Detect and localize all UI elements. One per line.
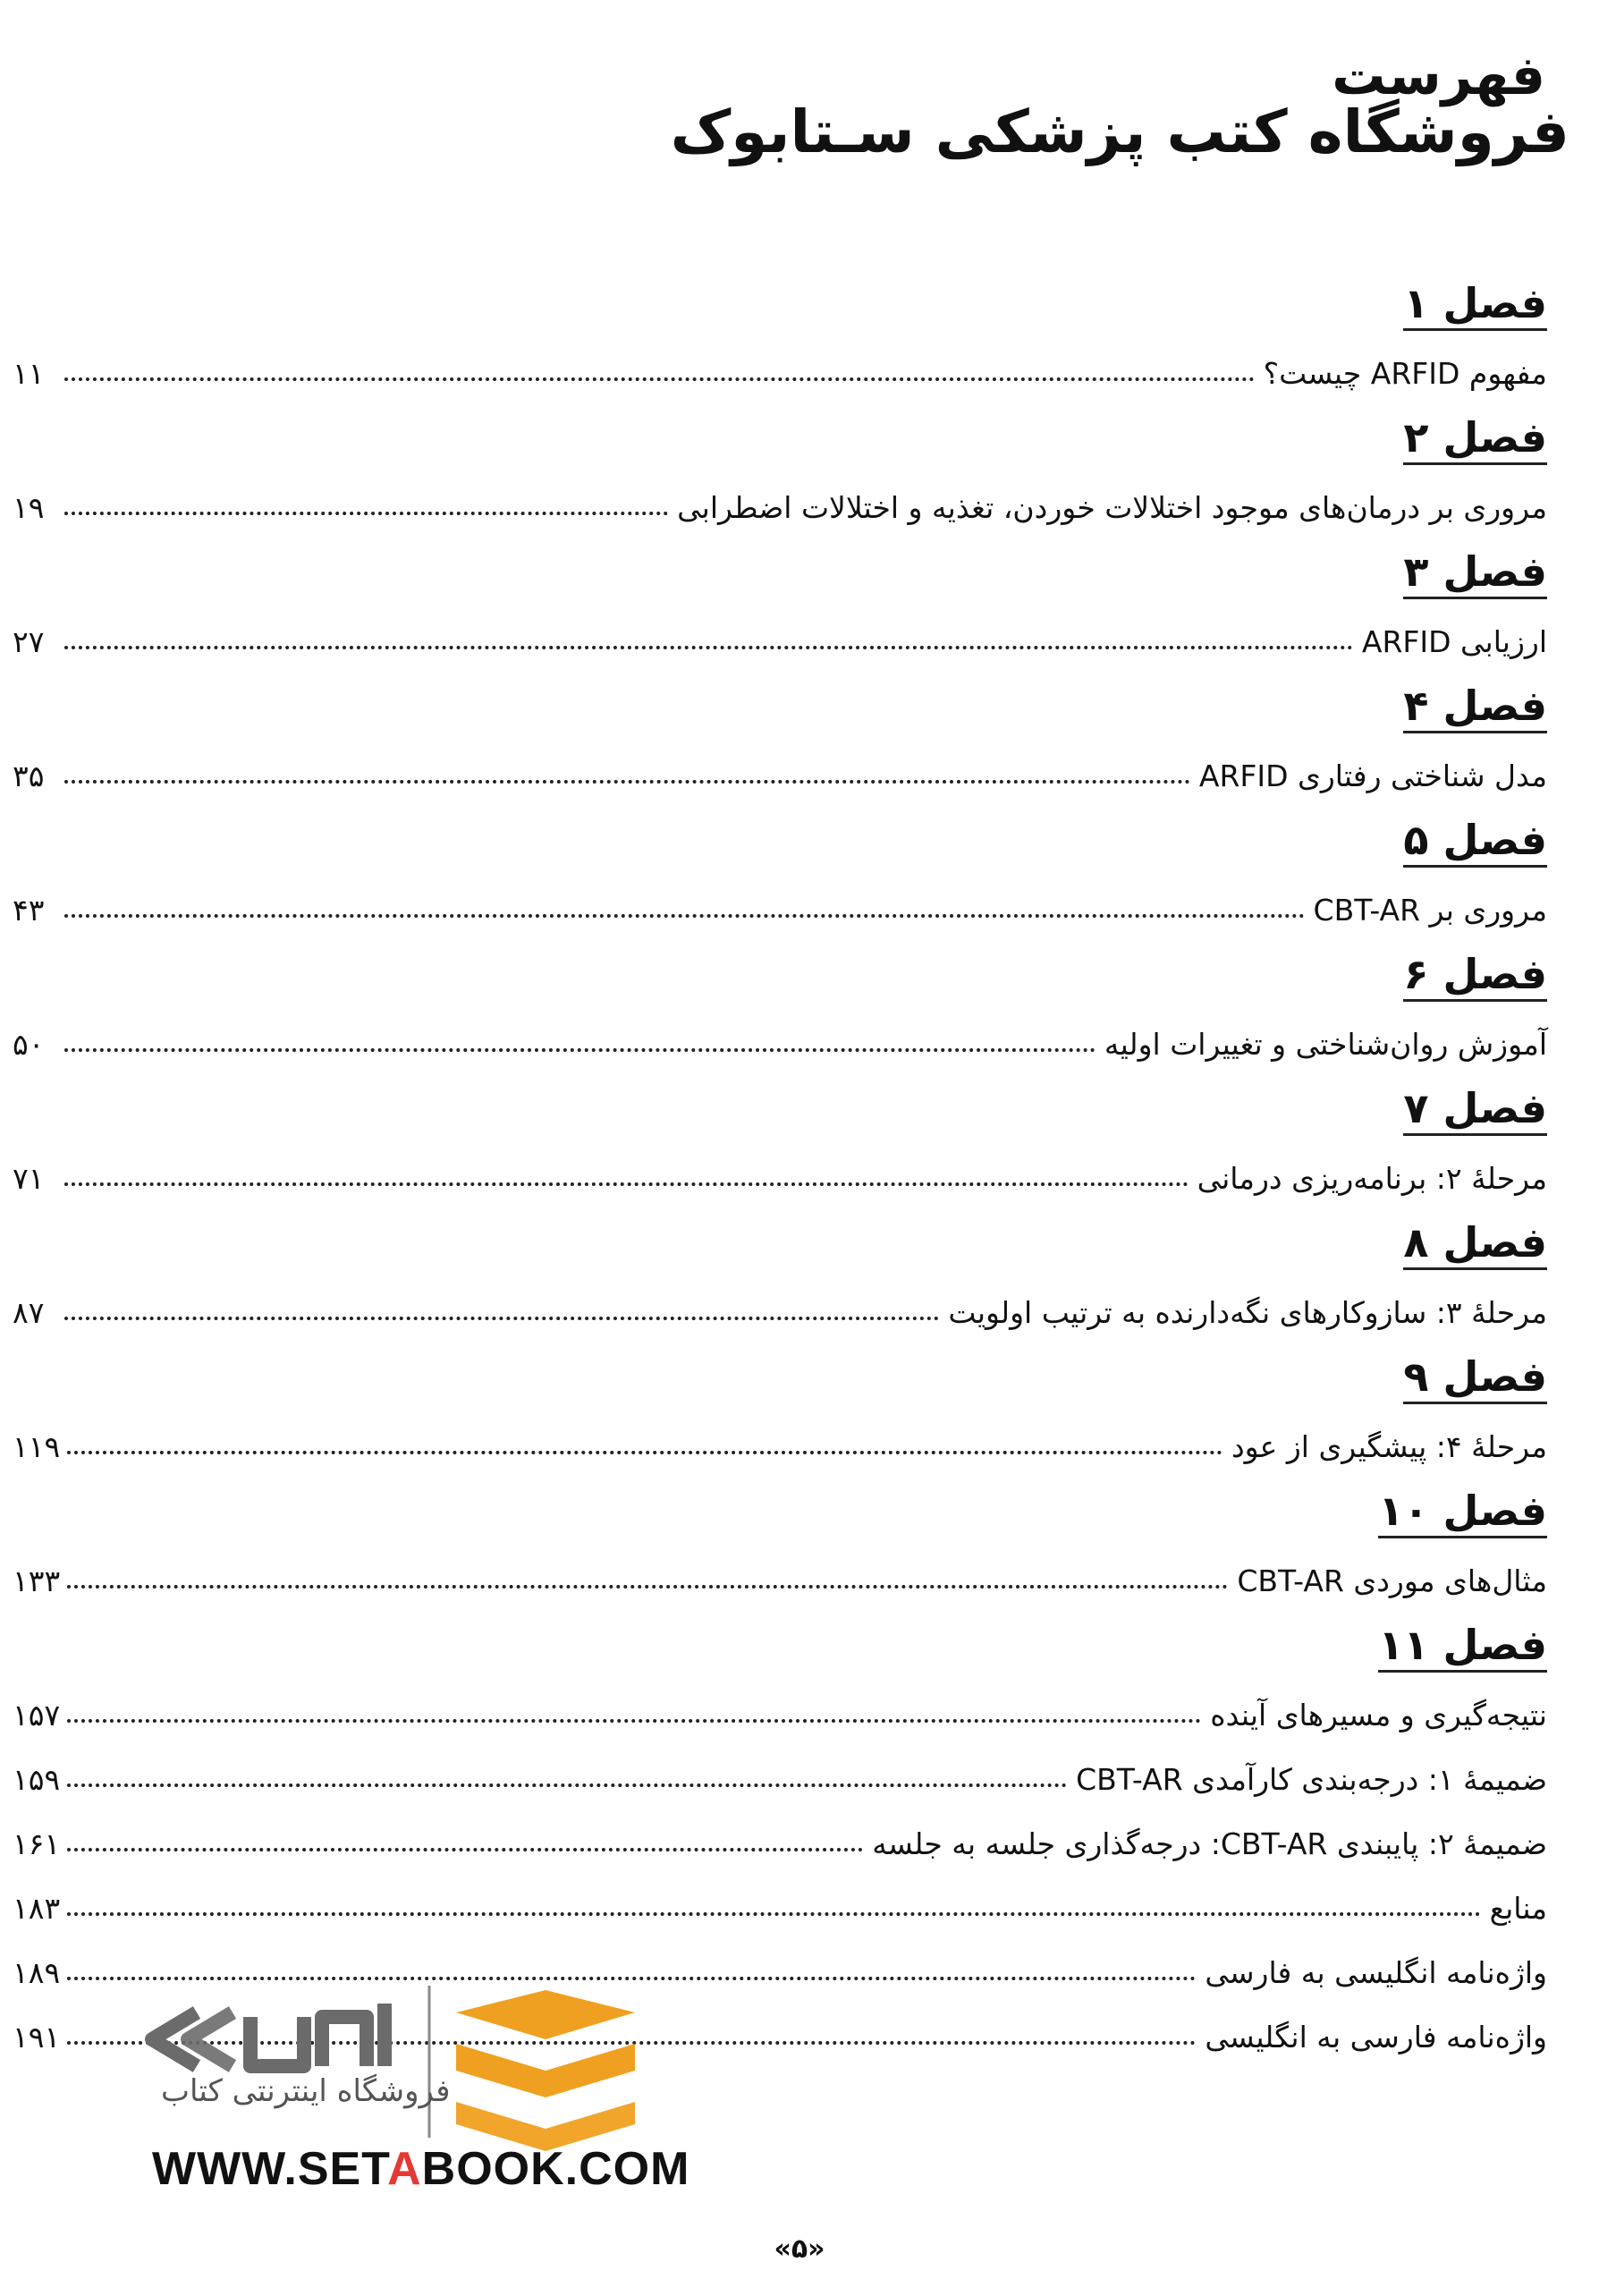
setabook-watermark: [134, 1977, 689, 2218]
entry-label: مدل شناختی رفتاری ARFID: [1198, 758, 1547, 794]
watermark-url: [152, 2142, 690, 2196]
chapter-title: [13, 411, 1547, 463]
toc-chapter: [13, 1082, 1547, 1216]
entry-page-number: ۱۵۷: [13, 1698, 61, 1733]
chapter-title: [13, 1351, 1547, 1402]
entry-page-number: ۱۱: [13, 356, 45, 392]
chapter-title-text: فصل ۱: [1403, 280, 1547, 331]
chapter-title-text: فصل ۱۰: [1378, 1487, 1547, 1538]
chapter-title: [13, 948, 1547, 1000]
chapter-title: [13, 814, 1547, 866]
toc-chapter: [13, 411, 1547, 546]
entry-label: مفهوم ARFID چیست؟: [1263, 356, 1547, 392]
entry-page-number: ۱۶۱: [13, 1826, 61, 1862]
chapter-gap: [13, 796, 1547, 814]
url-suffix: BOOK.COM: [421, 2143, 690, 2195]
entry-page-number: ۱۱۹: [13, 1429, 61, 1465]
url-prefix: WWW.SET: [152, 2143, 388, 2195]
entry-page-number: ۱۹۱: [13, 2020, 61, 2055]
toc-entry[interactable]: [13, 1800, 1547, 1864]
entry-page-number: ۳۵: [13, 758, 45, 794]
chapter-title: [13, 1216, 1547, 1268]
entry-page-number: ۱۳۳: [13, 1563, 61, 1599]
dot-leader: [64, 377, 1255, 381]
entry-page-number: ۱۵۹: [13, 1762, 61, 1798]
dot-leader: [64, 1182, 1189, 1186]
dot-leader: [67, 1719, 1201, 1723]
chapter-title-text: فصل ۲: [1403, 414, 1547, 465]
dot-leader: [64, 780, 1190, 784]
chapter-gap: [13, 662, 1547, 680]
entry-label: مروری بر درمان‌های موجود اختلالات خوردن، تغذیه و اختلالات اضطرابی: [677, 490, 1547, 526]
entry-label: واژه‌نامه انگلیسی به فارسی: [1205, 1955, 1547, 1991]
entry-label: ضمیمهٔ ۱: درجه‌بندی کارآمدی CBT-AR: [1076, 1762, 1547, 1798]
chapter-title: [13, 680, 1547, 732]
chapter-gap: [13, 1064, 1547, 1082]
toc-entry[interactable]: [13, 1268, 1547, 1333]
toc-chapter: [13, 277, 1547, 411]
toc-entry[interactable]: [13, 1000, 1547, 1064]
chapter-title-text: فصل ۱۱: [1378, 1622, 1547, 1673]
toc-chapter: [13, 546, 1547, 680]
chapter-title-text: فصل ۵: [1403, 817, 1547, 868]
chapter-title-text: فصل ۹: [1403, 1353, 1547, 1404]
dot-leader: [67, 1848, 863, 1851]
entry-page-number: ۴۳: [13, 893, 45, 928]
entry-label: مرحلهٔ ۴: پیشگیری از عود: [1231, 1429, 1547, 1465]
toc-entry[interactable]: [13, 1735, 1547, 1800]
toc-entry[interactable]: [13, 1134, 1547, 1199]
toc-chapter: [13, 1216, 1547, 1351]
chapter-title-text: فصل ۷: [1403, 1085, 1547, 1136]
entry-page-number: ۸۷: [13, 1295, 45, 1331]
dot-leader: [67, 1585, 1228, 1589]
entry-label: آموزش روان‌شناختی و تغییرات اولیه: [1104, 1027, 1547, 1063]
toc-entry[interactable]: [13, 1402, 1547, 1467]
entry-label: نتیجه‌گیری و مسیرهای آینده: [1210, 1698, 1547, 1733]
entry-page-number: ۷۱: [13, 1161, 45, 1197]
chapter-gap: [13, 1333, 1547, 1351]
page-number: «۵»: [774, 2233, 825, 2265]
chapter-title: [13, 1485, 1547, 1537]
entry-page-number: ۱۸۳: [13, 1891, 61, 1927]
dot-leader: [67, 1912, 1480, 1916]
entry-page-number: ۲۷: [13, 624, 45, 660]
toc-heading: فهرست: [1332, 45, 1545, 107]
toc-chapter: [13, 1351, 1547, 1485]
toc-chapter: [13, 680, 1547, 814]
chapter-title: [13, 1082, 1547, 1134]
dot-leader: [64, 914, 1305, 918]
toc-entry[interactable]: [13, 597, 1547, 662]
entry-page-number: ۱۹: [13, 490, 45, 526]
chapter-gap: [13, 1601, 1547, 1619]
watermark-tagline: فروشگاه اینترنتی کتاب: [161, 2073, 451, 2109]
toc-entry[interactable]: [13, 1864, 1547, 1928]
toc-entry[interactable]: [13, 866, 1547, 930]
chapter-title-text: فصل ۳: [1403, 548, 1547, 599]
chapter-title: [13, 1619, 1547, 1671]
toc-chapter: [13, 814, 1547, 948]
chapter-gap: [13, 1199, 1547, 1216]
entry-label: منابع: [1489, 1891, 1547, 1927]
toc-entry[interactable]: [13, 329, 1547, 394]
dot-leader: [67, 1451, 1223, 1454]
dot-leader: [64, 646, 1353, 649]
entry-label: ارزیابی ARFID: [1361, 624, 1547, 660]
chapter-title-text: فصل ۴: [1403, 682, 1547, 733]
dot-leader: [67, 1783, 1067, 1787]
entry-label: ضمیمهٔ ۲: پایبندی CBT-AR: درجه‌گذاری جلسه به جلسه: [872, 1826, 1547, 1862]
toc-entry[interactable]: [13, 463, 1547, 528]
entry-label: مرحلهٔ ۲: برنامه‌ریزی درمانی: [1197, 1161, 1547, 1197]
entry-label: مرحلهٔ ۳: سازوکارهای نگه‌دارنده به ترتیب اولویت: [948, 1295, 1547, 1331]
chapter-gap: [13, 528, 1547, 546]
dot-leader: [64, 1317, 939, 1320]
dot-leader: [64, 512, 668, 515]
toc-entry[interactable]: [13, 732, 1547, 796]
entry-label: مروری بر CBT-AR: [1313, 893, 1547, 928]
entry-label: مثال‌های موردی CBT-AR: [1237, 1563, 1547, 1599]
toc-chapter: [13, 948, 1547, 1082]
store-name: فروشگاه کتب پزشکی سـتابوک: [670, 97, 1569, 166]
chapter-gap: [13, 394, 1547, 411]
chapter-gap: [13, 930, 1547, 948]
table-of-contents: [13, 277, 1547, 2075]
entry-page-number: ۱۸۹: [13, 1955, 61, 1991]
toc-chapter: [13, 1485, 1547, 1619]
dot-leader: [64, 1048, 1096, 1052]
chapter-title-text: فصل ۶: [1403, 951, 1547, 1002]
chapter-title-text: فصل ۸: [1403, 1219, 1547, 1270]
url-accent: A: [387, 2143, 422, 2195]
chapter-gap: [13, 1467, 1547, 1485]
toc-entry[interactable]: [13, 1671, 1547, 1735]
toc-entry[interactable]: [13, 1537, 1547, 1601]
entry-page-number: ۵۰: [13, 1027, 45, 1063]
setabook-logo-icon: [134, 1977, 689, 2156]
chapter-title: [13, 277, 1547, 329]
entry-label: واژه‌نامه فارسی به انگلیسی: [1205, 2020, 1547, 2055]
page-header: [670, 45, 1583, 183]
chapter-title: [13, 546, 1547, 597]
